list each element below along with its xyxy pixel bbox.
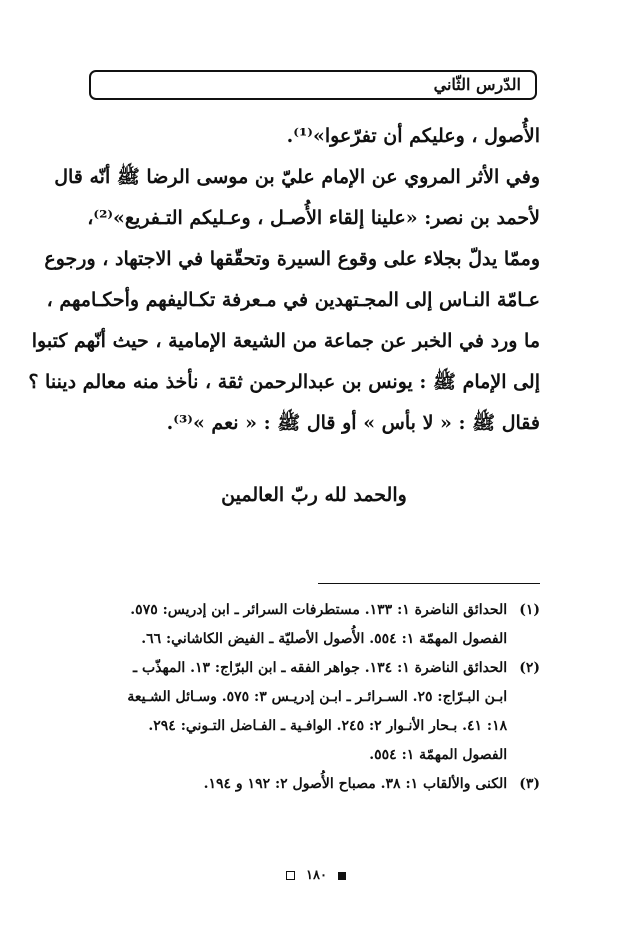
footnote-number: (٣) — [519, 776, 540, 792]
text-line: فقال ﷺ : « لا بأس » أو قال ﷺ : « نعم »⁽³⁾. — [166, 412, 540, 434]
footnote-line — [88, 625, 540, 654]
footnote-line — [88, 741, 540, 770]
header-title: الدّرس الثّاني — [433, 75, 521, 94]
footnote-line — [88, 770, 540, 799]
footnote-text: الفصول المهمّة ١: ٥٥٤. — [369, 747, 508, 763]
text-line: لأحمد بن نصر: «علينا إلقاء الأُصـل ، وعـليكم التـفريع»⁽²⁾، — [87, 207, 540, 229]
footnote-text: الكنى والألقاب ١: ٣٨. مصباح الأُصول ٢: ١٩٢ و ١٩٤. — [203, 776, 508, 792]
main-text — [28, 116, 540, 444]
footnote-text: الحدائق الناضرة ١: ١٣٤. جواهر الفقه ـ ابن البرّاج: ١٣. المهذّب ـ — [133, 660, 508, 676]
closing-line: والحمد لله ربّ العالمين — [221, 484, 407, 506]
footnote-line — [88, 712, 540, 741]
footnote-text: ١٨: ٤١. بـحار الأنـوار ٢: ٢٤٥. الوافـية ـ الفـاضل التـوني: ٢٩٤. — [148, 718, 508, 734]
footnotes — [88, 596, 540, 799]
text-line: وفي الأثر المروي عن الإمام عليّ بن موسى الرضا ﷺ أنّه قال — [54, 166, 540, 188]
page-number: ١٨٠ — [306, 868, 327, 883]
empty-square-icon — [286, 871, 295, 880]
text-line: عـامّة النـاس إلى المجـتهدين في مـعرفة تكـاليفهم وأحكـامهم ، — [46, 289, 540, 311]
text-line: إلى الإمام ﷺ : يونس بن عبدالرحمن ثقة ، نأخذ منه معالم ديننا ؟ — [28, 371, 540, 393]
footnote-text: ابـن البـرّاج: ٢٥. السـرائـر ـ ابـن إدريـس ٣: ٥٧٥. وسـائل الشـيعة — [127, 689, 508, 705]
running-header — [89, 70, 537, 100]
footnote-line — [88, 596, 540, 625]
text-line: الأُصول ، وعليكم أن تفرّعوا»⁽¹⁾. — [286, 125, 540, 147]
page-footer — [0, 866, 632, 886]
text-line: وممّا يدلّ بجلاء على وقوع السيرة وتحقّقها في الاجتهاد ، ورجوع — [44, 248, 540, 270]
filled-square-icon — [338, 872, 346, 880]
footnote-text: الفصول المهمّة ١: ٥٥٤. الأُصول الأصليّة ـ الفيض الكاشاني: ٦٦. — [141, 631, 508, 647]
footnote-number: (١) — [519, 602, 540, 618]
footnote-line — [88, 683, 540, 712]
footnote-line — [88, 654, 540, 683]
footnote-text: الحدائق الناضرة ١: ١٣٣. مستطرفات السرائر ـ ابن إدريس: ٥٧٥. — [130, 602, 508, 618]
footnote-number: (٢) — [519, 660, 540, 676]
footnote-divider — [318, 583, 540, 584]
text-line: ما ورد في الخبر عن جماعة من الشيعة الإمامية ، حيث أنّهم كتبوا — [31, 330, 540, 352]
